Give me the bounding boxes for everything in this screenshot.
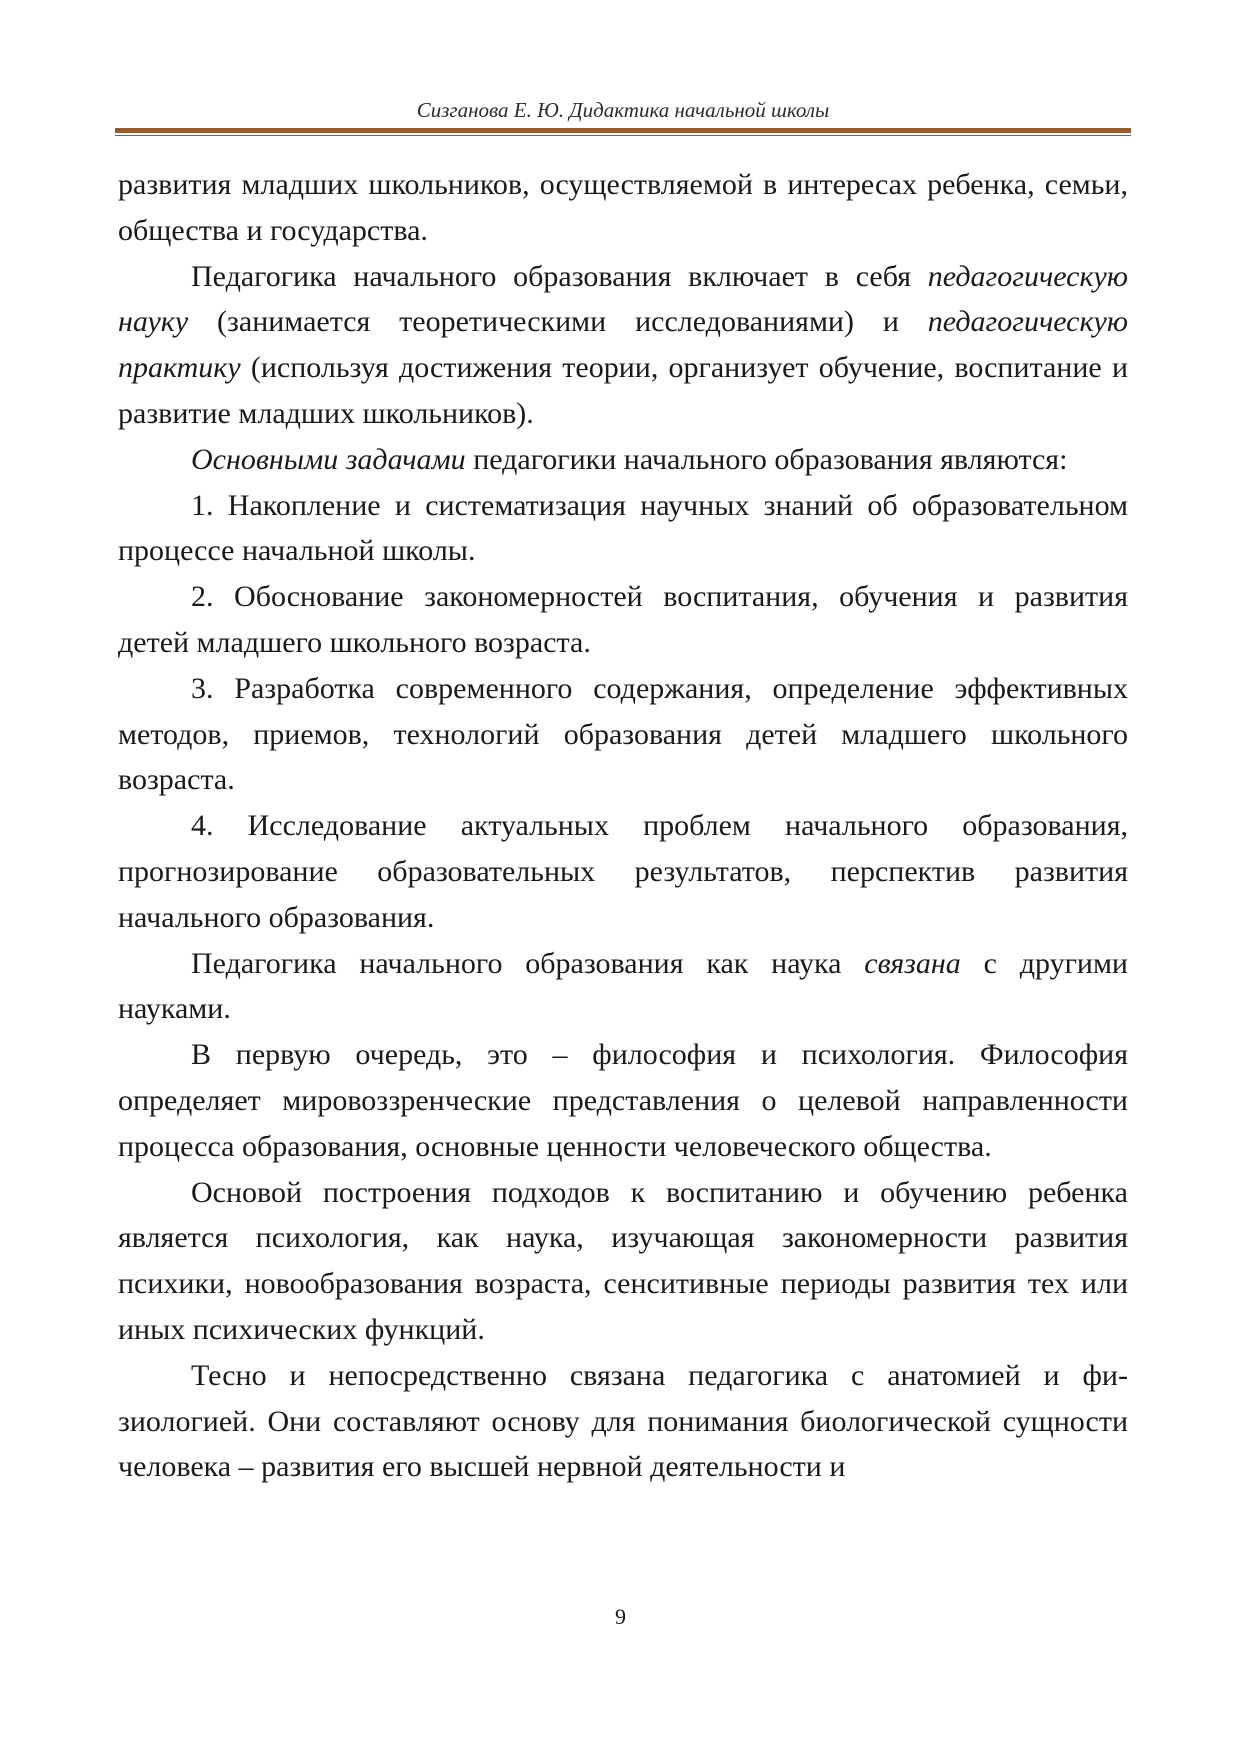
header-rule-thin [115,135,1131,136]
paragraph-philosophy-psychology: В первую очередь, это – философия и психология. Философия определяет мировоззренческие представления о целевой направленности процесса образования, основные ценности человеческого общества. [118,1038,1128,1163]
paragraph-pedagogy-science-practice: Педагогика начального образования включает в себя педагогическую науку (занимается теоретическими исследованиями) и педагогическую практику (используя достижения теории, организует обучение, воспитание и развитие младших школьников). [118,259,1128,430]
list-item-task-3: 3. Разработка современного содержания, определение эффективных методов, приемов, технологий образования детей младшего школьного возраста. [118,671,1128,797]
emphasis-main-tasks: Основными задачами [191,442,466,476]
emphasis-pedagogical-practice: педагогическую практику [118,305,1128,385]
paragraph-main-tasks: Основными задачами педагогики начального образования являются: [191,442,1068,476]
body-text [118,162,1128,1490]
emphasis-related: связана [864,946,961,980]
paragraph-related-sciences: Педагогика начального образования как наука связана с другими науками. [118,946,1128,1026]
paragraph-continuation: развития младших школьников, осуществляемой в интересах ребенка, семьи, общества и государства. [118,168,1128,247]
list-item-task-1: 1. Накопление и систематизация научных знаний об образовательном процессе начальной школы. [118,488,1128,568]
list-item-task-2: 2. Обоснование закономерностей воспитания, обучения и развития детей младшего школьного возраста. [118,580,1128,659]
list-item-task-4: 4. Исследование актуальных проблем начального образования, прогнозирование образовательных результатов, перспектив развития начального образования. [118,809,1128,934]
paragraph-anatomy-physiology: Тесно и непосредственно связана педагогика с анатомией и физиологией. Они составляют основу для понимания биологической сущности человека – развития его высшей нервной деятельности и [118,1358,1128,1484]
paragraph-psychology-basis: Основой построения подходов к воспитанию и обучению ребенка является психология, как наука, изучающая закономерности развития психики, новообразования возраста, сенситивные периоды развития тех или иных психических функций. [118,1175,1128,1346]
header-rule [115,128,1131,136]
page-number: 9 [615,1604,626,1629]
running-header: Сизганова Е. Ю. Дидактика начальной школы [416,98,830,122]
emphasis-pedagogical-science: педагогическую науку [118,259,1128,339]
